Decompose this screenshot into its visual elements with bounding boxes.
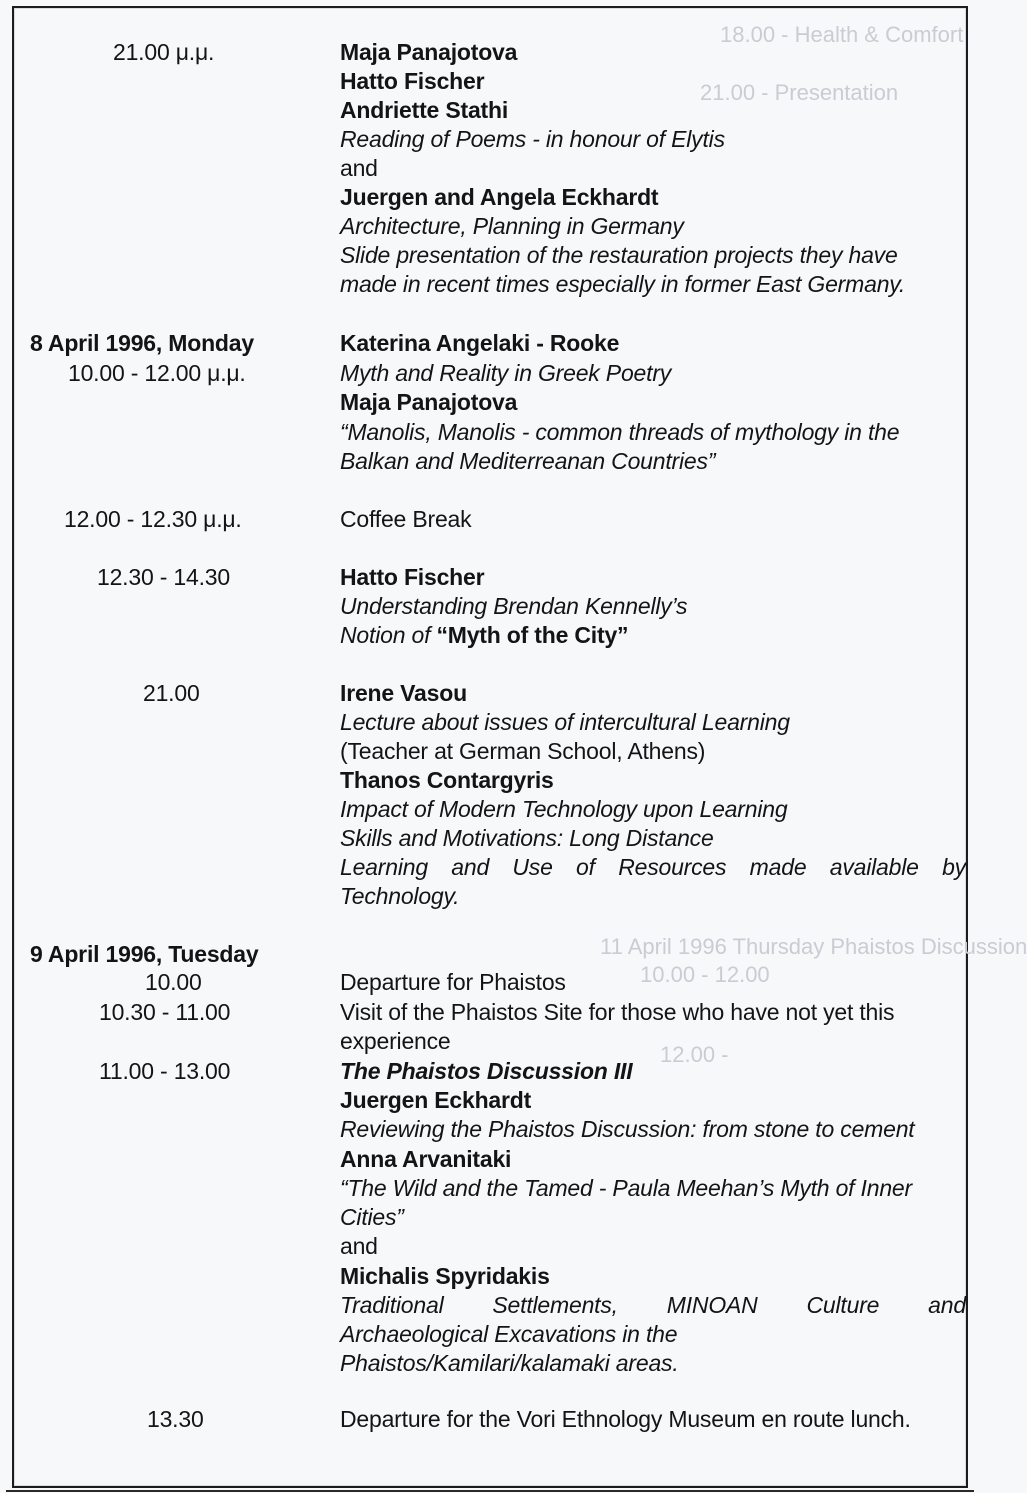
bleed-text: 18.00 - Health & Comfort — [720, 22, 964, 47]
session-time: 10.00 — [145, 969, 202, 995]
session-topic: Archaeological Excavations in the — [340, 1321, 678, 1347]
speaker-name: Anna Arvanitaki — [340, 1146, 512, 1172]
word: and — [928, 1292, 966, 1318]
bleed-text: 21.00 - Presentation — [700, 80, 899, 105]
session-time: 21.00 — [143, 680, 200, 706]
connector-text: and — [340, 155, 378, 181]
connector-text: and — [340, 1233, 378, 1259]
session-time: 12.30 - 14.30 — [97, 564, 230, 590]
word: and — [451, 854, 490, 880]
speaker-name: Maja Panajotova — [340, 39, 518, 65]
day-heading: 8 April 1996, Monday — [30, 330, 254, 356]
word: MINOAN — [666, 1292, 758, 1318]
word: made — [749, 854, 807, 880]
session-description: Slide presentation of the restauration projects they have — [340, 242, 898, 268]
speaker-name: Irene Vasou — [340, 680, 467, 706]
session-time: 21.00 μ.μ. — [113, 39, 215, 65]
word: available — [829, 854, 919, 880]
speaker-name: Juergen Eckhardt — [340, 1087, 532, 1113]
break-label: Coffee Break — [340, 506, 472, 532]
session-topic: Architecture, Planning in Germany — [340, 213, 684, 239]
session-description: made in recent times especially in former East Germany. — [340, 271, 906, 297]
word: Culture — [806, 1292, 880, 1318]
session-topic: “The Wild and the Tamed - Paula Meehan’s Myth of Inner — [340, 1175, 912, 1201]
schedule-item: experience — [340, 1028, 451, 1054]
session-topic: Understanding Brendan Kennelly’s — [340, 593, 688, 619]
session-title: The Phaistos Discussion III — [340, 1058, 633, 1084]
speaker-name: Michalis Spyridakis — [340, 1263, 550, 1289]
schedule-item: Visit of the Phaistos Site for those who have not yet this — [340, 999, 895, 1025]
session-topic: Cities” — [340, 1204, 404, 1230]
word: Learning — [340, 854, 428, 880]
word: of — [576, 854, 595, 880]
word: Traditional — [340, 1292, 444, 1318]
speaker-name: Hatto Fischer — [340, 68, 485, 94]
session-topic: Balkan and Mediterreanan Countries” — [340, 448, 716, 474]
session-topic: Impact of Modern Technology upon Learning — [340, 796, 788, 822]
session-topic — [340, 1291, 966, 1320]
speaker-name: Maja Panajotova — [340, 389, 518, 415]
speaker-affiliation: (Teacher at German School, Athens) — [340, 738, 706, 764]
topic-emphasis: “Myth of the City” — [436, 622, 629, 648]
session-topic: Technology. — [340, 883, 460, 909]
schedule-item: Departure for Phaistos — [340, 969, 566, 995]
bleed-text: 12.00 - — [660, 1042, 729, 1067]
word: Use — [512, 854, 553, 880]
session-topic: Lecture about issues of intercultural Learning — [340, 709, 790, 735]
session-time: 13.30 — [147, 1406, 204, 1432]
session-topic: Skills and Motivations: Long Distance — [340, 825, 714, 851]
speaker-name: Andriette Stathi — [340, 97, 509, 123]
schedule-item: Departure for the Vori Ethnology Museum en route lunch. — [340, 1406, 911, 1432]
speaker-name: Hatto Fischer — [340, 564, 485, 590]
speaker-name: Juergen and Angela Eckhardt — [340, 184, 659, 210]
bleed-text: 11 April 1996 Thursday Phaistos Discussion — [600, 934, 1027, 959]
session-topic — [340, 621, 628, 650]
session-topic: Myth and Reality in Greek Poetry — [340, 360, 672, 386]
day-heading: 9 April 1996, Tuesday — [30, 941, 259, 967]
bleed-text: 10.00 - 12.00 — [640, 962, 770, 987]
session-topic: “Manolis, Manolis - common threads of mythology in the — [340, 419, 900, 445]
session-topic: Reading of Poems - in honour of Elytis — [340, 126, 725, 152]
session-time: 10.30 - 11.00 — [99, 999, 231, 1025]
session-time: 12.00 - 12.30 μ.μ. — [64, 506, 242, 532]
session-time: 10.00 - 12.00 μ.μ. — [68, 360, 246, 386]
session-topic: Reviewing the Phaistos Discussion: from stone to cement — [340, 1116, 915, 1142]
session-topic: Phaistos/Kamilari/kalamaki areas. — [340, 1350, 679, 1376]
word: Settlements, — [492, 1292, 618, 1318]
session-topic — [340, 853, 966, 882]
speaker-name: Thanos Contargyris — [340, 767, 554, 793]
word: Resources — [618, 854, 727, 880]
topic-prefix: Notion of — [340, 622, 437, 648]
speaker-name: Katerina Angelaki - Rooke — [340, 330, 620, 356]
word: by — [942, 854, 966, 880]
session-time: 11.00 - 13.00 — [99, 1058, 231, 1084]
